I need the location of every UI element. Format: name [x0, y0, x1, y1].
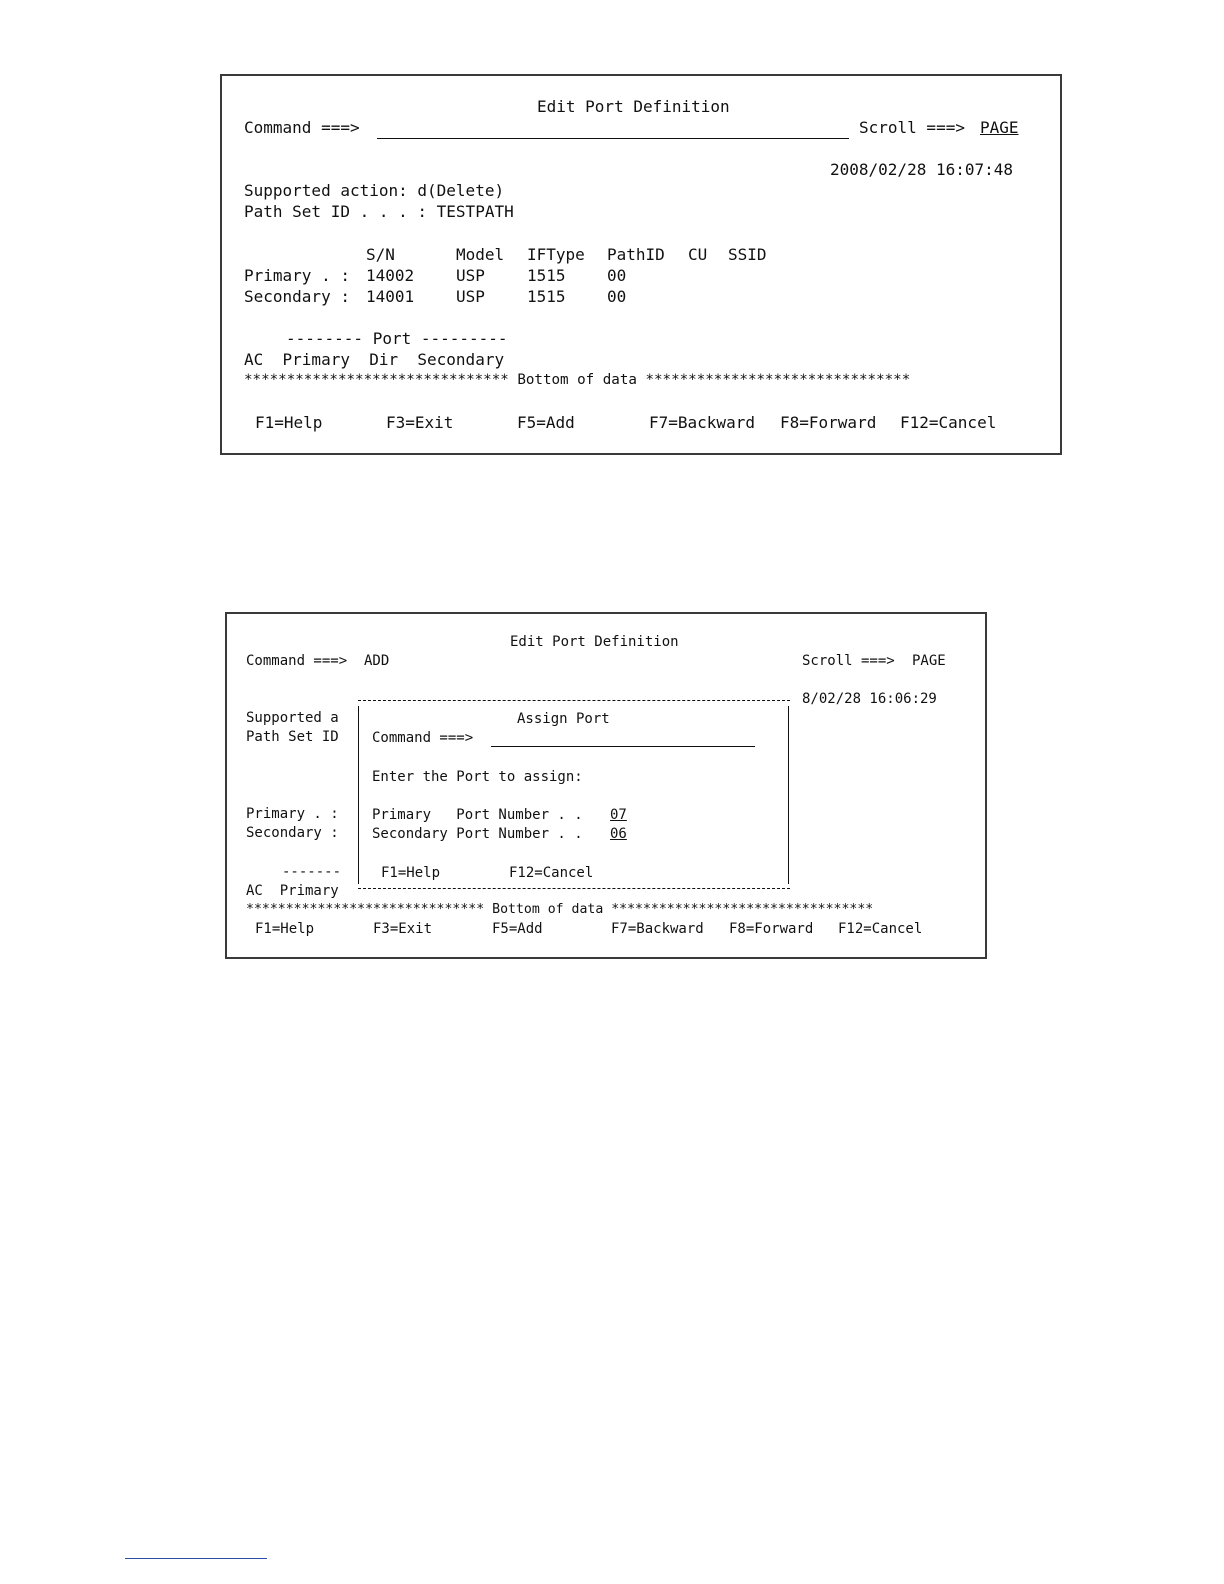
command-input[interactable] — [377, 121, 849, 139]
command-label: Command ===> — [244, 118, 360, 137]
screen-title: Edit Port Definition — [510, 634, 679, 650]
bottom-of-data: ******************************* Bottom of data ******************************* — [244, 372, 911, 388]
f5-add-key[interactable]: F5=Add — [492, 921, 543, 937]
f5-add-key[interactable]: F5=Add — [517, 413, 575, 432]
popup-command-input[interactable] — [491, 732, 755, 747]
header-cu: CU — [688, 245, 708, 264]
primary-port-input[interactable]: 07 — [610, 807, 627, 823]
secondary-partial: Secondary : — [246, 825, 339, 841]
row-label: Secondary : — [244, 287, 350, 306]
cell-iftype: 1515 — [527, 266, 566, 285]
supported-action-partial: Supported a — [246, 710, 339, 726]
cell-model: USP — [456, 266, 485, 285]
datetime: 2008/02/28 16:07:48 — [830, 160, 1014, 179]
secondary-port-label: Secondary Port Number . . — [372, 826, 583, 842]
port-header-partial: ------- — [282, 864, 342, 880]
cell-sn: 14002 — [366, 266, 415, 285]
row-label: Primary . : — [244, 266, 350, 285]
popup-top-border — [358, 700, 790, 701]
secondary-port-input[interactable]: 06 — [610, 826, 627, 842]
scroll-field[interactable]: PAGE — [980, 118, 1019, 137]
cell-sn: 14001 — [366, 287, 415, 306]
scroll-field[interactable]: PAGE — [912, 653, 946, 669]
header-iftype: IFType — [527, 245, 585, 264]
assign-port-popup — [354, 694, 790, 894]
f3-exit-key[interactable]: F3=Exit — [386, 413, 454, 432]
popup-right-border — [788, 706, 789, 884]
popup-f12-cancel-key[interactable]: F12=Cancel — [509, 865, 594, 881]
header-ssid: SSID — [728, 245, 767, 264]
f12-cancel-key[interactable]: F12=Cancel — [900, 413, 997, 432]
footnote-divider — [125, 1558, 267, 1559]
popup-f1-help-key[interactable]: F1=Help — [381, 865, 441, 881]
cell-model: USP — [456, 287, 485, 306]
f12-cancel-key[interactable]: F12=Cancel — [838, 921, 923, 937]
primary-port-label: Primary Port Number . . — [372, 807, 583, 823]
header-model: Model — [456, 245, 505, 264]
command-label: Command ===> — [246, 653, 348, 669]
path-set-id: Path Set ID . . . : TESTPATH — [244, 202, 514, 221]
port-columns: AC Primary Dir Secondary — [244, 350, 505, 369]
f1-help-key[interactable]: F1=Help — [255, 921, 315, 937]
popup-command-label: Command ===> — [372, 730, 474, 746]
primary-partial: Primary . : — [246, 806, 339, 822]
cell-iftype: 1515 — [527, 287, 566, 306]
f7-backward-key[interactable]: F7=Backward — [649, 413, 755, 432]
f8-forward-key[interactable]: F8=Forward — [729, 921, 814, 937]
bottom-of-data: ****************************** Bottom of data ********************************* — [246, 902, 874, 917]
port-columns-partial: AC Primary — [246, 883, 339, 899]
edit-port-definition-screen — [220, 74, 1062, 455]
scroll-label: Scroll ===> — [802, 653, 895, 669]
screen-title: Edit Port Definition — [537, 97, 730, 116]
supported-action: Supported action: d(Delete) — [244, 181, 505, 200]
cell-pathid: 00 — [607, 287, 627, 306]
popup-title: Assign Port — [517, 711, 610, 727]
header-pathid: PathID — [607, 245, 665, 264]
port-header: -------- Port --------- — [286, 329, 508, 348]
scroll-label: Scroll ===> — [859, 118, 965, 137]
cell-pathid: 00 — [607, 266, 627, 285]
f8-forward-key[interactable]: F8=Forward — [780, 413, 877, 432]
popup-left-border — [358, 706, 359, 884]
popup-bottom-border — [358, 888, 790, 889]
command-input[interactable]: ADD — [364, 653, 390, 669]
datetime: 8/02/28 16:06:29 — [802, 691, 937, 707]
path-set-id-partial: Path Set ID — [246, 729, 339, 745]
popup-instruction: Enter the Port to assign: — [372, 769, 583, 785]
f3-exit-key[interactable]: F3=Exit — [373, 921, 433, 937]
f7-backward-key[interactable]: F7=Backward — [611, 921, 704, 937]
edit-port-definition-assign-screen — [225, 612, 987, 959]
f1-help-key[interactable]: F1=Help — [255, 413, 323, 432]
header-sn: S/N — [366, 245, 395, 264]
